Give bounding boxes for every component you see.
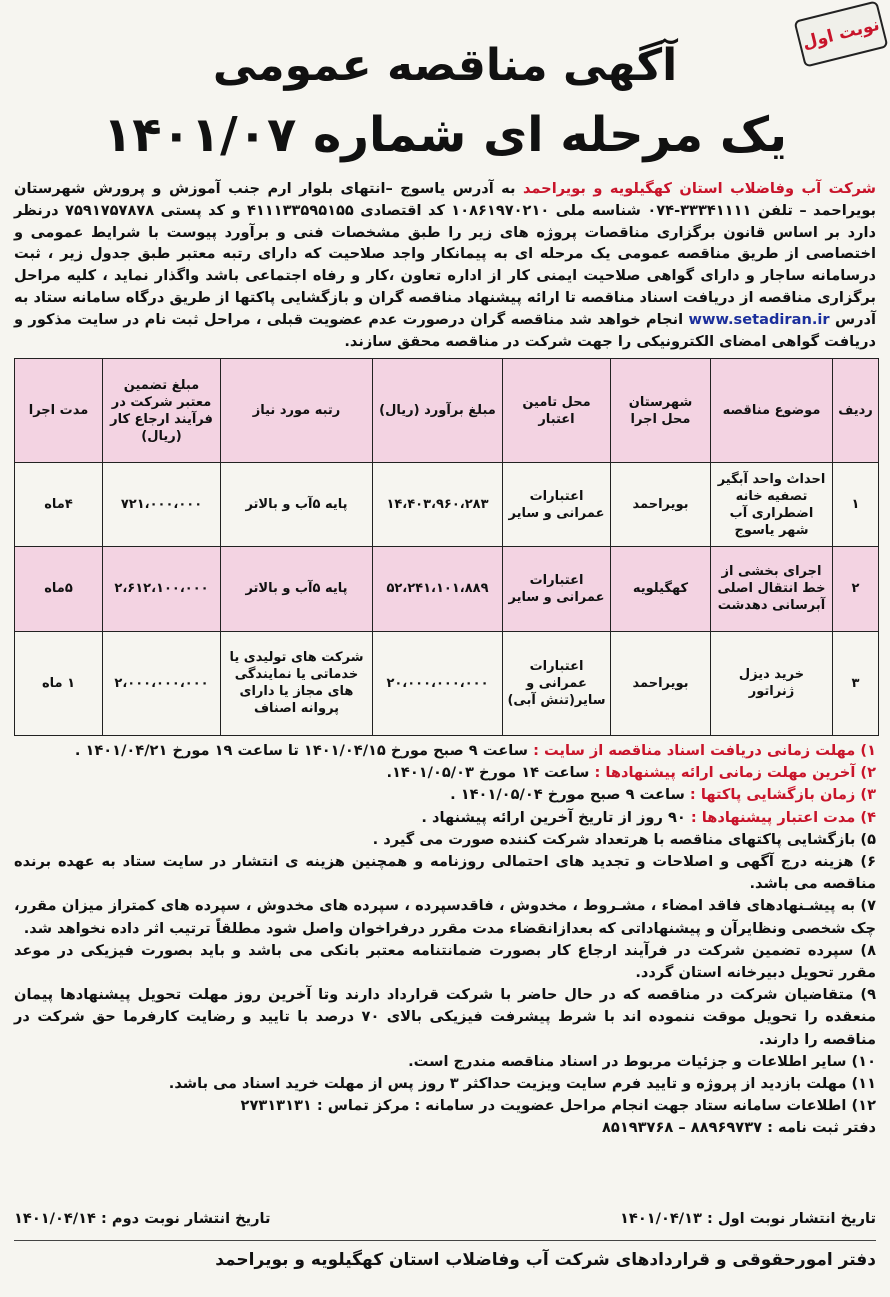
- first-publication-date: تاریخ انتشار نوبت اول : ۱۴۰۱/۰۴/۱۳: [620, 1210, 876, 1227]
- second-publication-date: تاریخ انتشار نوبت دوم : ۱۴۰۱/۰۴/۱۴: [14, 1210, 271, 1227]
- intro-text-1: به آدرس یاسوج –انتهای بلوار ارم جنب آموزش و پرورش شهرستان بویراحمد – تلفن ۳۳۳۴۱۱۱۱-۰۷۴ شناسه ملی ۱۰۸۶۱۹۷۰۲۱۰ کد اقتصادی ۴۱۱۱۳۳۵۹۵۱۵۵ و کد پستی ۷۵۹۱۷۵۷۸۷۸ درنظر دارد بر اساس قانون برگزاری مناقصات پروژه های زیر را طبق مشخصات فنی و برآورد پیوست با شرایط عمومی و اختصاصی از طریق مناقصه عمومی یک مرحله ای به پیمانکار واجد صلاحیت که دارای رتبه معتبر طبق جدول زیر ، ثبت درسامانه ساجار و دارای گواهی صلاحیت ایمنی کار از اداره تعاون ،کار و رفاه اجتماعی باشد واگذار نماید ، کلیه مراحل برگزاری مناقصه از دریافت اسناد مناقصه تا ارائه پیشنهاد مناقصه گران و بازگشایی پاکتها از طریق درگاه سامانه ستاد به آدرس: [14, 180, 876, 328]
- item-text: ۹) متقاضیان شرکت در مناقصه که در حال حاضر با شرکت قرارداد دارند وتا آخرین روز مهلت تحویل پیشنهادها پیمان منعقده را تحویل موقت ننموده اند با شرط پیشرفت فیزیکی بالای ۷۰ درصد با تایید و رضایت کارفرما حق شرکت در مناقصه را دارند.: [14, 986, 876, 1048]
- table-cell: اجرای بخشی از خط انتقال اصلی آبرسانی دهدشت: [711, 547, 833, 631]
- company-name: شرکت آب وفاضلاب استان کهگیلویه و بویراحمد: [522, 180, 876, 197]
- header-cell: موضوع مناقصه: [711, 359, 833, 463]
- badge-label: نوبت اول: [800, 14, 882, 54]
- table-cell: اعتبارات عمرانی و سایر(تنش آبی): [503, 631, 611, 735]
- list-item: [14, 851, 876, 895]
- header-cell: مبلغ برآورد (ریال): [373, 359, 503, 463]
- item-label: ۳) زمان بازگشایی پاکتها :: [689, 786, 876, 804]
- table-row: [15, 547, 879, 631]
- item-text: دفتر ثبت نامه : ۸۸۹۶۹۷۳۷ – ۸۵۱۹۳۷۶۸: [602, 1119, 876, 1137]
- table-cell: احداث واحد آبگیر تصفیه خانه اضطراری آب شهر یاسوج: [711, 463, 833, 547]
- item-label: ۱) مهلت زمانی دریافت اسناد مناقصه از سایت :: [533, 742, 876, 759]
- tender-table: [14, 358, 879, 736]
- list-item: [14, 1117, 876, 1139]
- intro-text-2: انجام خواهد شد مناقصه گران درصورت عدم عضویت قبلی ، مراحل ثبت نام در سایت مذکور و دریافت گواهی امضای الکترونیکی را جهت شرکت در مناقصه محقق سازند.: [14, 310, 876, 350]
- list-item: [14, 829, 876, 851]
- item-text: ساعت ۹ صبح مورخ ۱۴۰۱/۰۴/۱۵ تا ساعت ۱۹ مورخ ۱۴۰۱/۰۴/۲۱ .: [74, 742, 534, 759]
- table-cell: ۲: [833, 547, 879, 631]
- table-row: [15, 463, 879, 547]
- item-text: ۸) سپرده تضمین شرکت در فرآیند ارجاع کار بصورت ضمانتنامه معتبر بانکی می باشد و باید بصورت فیزیکی در موعد مقرر تحویل دبیرخانه استان گردد.: [14, 941, 876, 982]
- conditions-list: [14, 740, 876, 1140]
- header-cell: رتبه مورد نیاز: [221, 359, 373, 463]
- list-item: [14, 762, 876, 784]
- table-cell: پایه ۵آب و بالاتر: [221, 463, 373, 547]
- table-cell: ۲،۶۱۲،۱۰۰،۰۰۰: [103, 547, 221, 631]
- table-cell: ۱: [833, 463, 879, 547]
- table-cell: شرکت های تولیدی یا خدماتی یا نمایندگی های مجاز یا دارای پروانه اصناف: [221, 631, 373, 735]
- table-cell: ۲۰،۰۰۰،۰۰۰،۰۰۰: [373, 631, 503, 735]
- table-cell: پایه ۵آب و بالاتر: [221, 547, 373, 631]
- table-row: [15, 631, 879, 735]
- item-text: ۶) هزینه درج آگهی و اصلاحات و تجدید های احتمالی روزنامه و همچنین هزینه ی انتشار در سایت ستاد به عهده برنده مناقصه می باشد.: [14, 853, 876, 893]
- item-text: ۹۰ روز از تاریخ آخرین ارائه پیشنهاد .: [421, 808, 691, 826]
- list-item: [14, 1073, 876, 1095]
- notice-subtitle: یک مرحله ای شماره ۱۴۰۱/۰۷: [102, 107, 788, 163]
- table-cell: ۱۴،۴۰۳،۹۶۰،۲۸۳: [373, 463, 503, 547]
- table-header-row: [15, 359, 879, 463]
- table-cell: ۵۲،۲۴۱،۱۰۱،۸۸۹: [373, 547, 503, 631]
- item-text: ۱۱) مهلت بازدید از پروژه و تایید فرم سایت ویزیت حداکثر ۳ روز پس از مهلت خرید اسناد می باشد.: [168, 1075, 876, 1093]
- header-cell: شهرستان محل اجرا: [611, 359, 711, 463]
- list-item: [14, 1095, 876, 1117]
- list-item: [14, 895, 876, 939]
- table-cell: ۵ماه: [15, 547, 103, 631]
- setad-url-link[interactable]: www.setadiran.ir: [688, 310, 830, 328]
- list-item: [14, 784, 876, 806]
- table-cell: ۴ماه: [15, 463, 103, 547]
- table-cell: ۲،۰۰۰،۰۰۰،۰۰۰: [103, 631, 221, 735]
- table-cell: ۷۲۱،۰۰۰،۰۰۰: [103, 463, 221, 547]
- list-item: [14, 984, 876, 1051]
- table-cell: کهگیلویه: [611, 547, 711, 631]
- table-cell: خرید دیزل ژنراتور: [711, 631, 833, 735]
- notice-title: آگهی مناقصه عمومی: [212, 40, 678, 91]
- header-cell: مدت اجرا: [15, 359, 103, 463]
- list-item: [14, 940, 876, 984]
- item-text: ساعت ۹ صبح مورخ ۱۴۰۱/۰۵/۰۴ .: [450, 786, 690, 804]
- header-cell: مبلغ تضمین معتبر شرکت در فرآیند ارجاع کار (ریال): [103, 359, 221, 463]
- list-item: [14, 1051, 876, 1073]
- intro-paragraph: [14, 178, 876, 352]
- header-cell: ردیف: [833, 359, 879, 463]
- table-cell: ۱ ماه: [15, 631, 103, 735]
- table-cell: بویراحمد: [611, 463, 711, 547]
- divider: [14, 1240, 876, 1241]
- publication-dates: [14, 1208, 876, 1230]
- table-cell: اعتبارات عمرانی و سایر: [503, 547, 611, 631]
- table-cell: بویراحمد: [611, 631, 711, 735]
- header-cell: محل تامین اعتبار: [503, 359, 611, 463]
- item-text: ۵) بازگشایی پاکتهای مناقصه با هرتعداد شرکت کننده صورت می گیرد .: [372, 830, 876, 848]
- item-text: ۱۰) سایر اطلاعات و جزئیات مربوط در اسناد مناقصه مندرج است.: [408, 1052, 876, 1070]
- table-cell: اعتبارات عمرانی و سایر: [503, 463, 611, 547]
- item-label: ۲) آخرین مهلت زمانی ارائه پیشنهادها :: [594, 764, 876, 782]
- list-item: [14, 740, 876, 762]
- item-label: ۴) مدت اعتبار پیشنهادها :: [690, 808, 876, 826]
- item-text: ساعت ۱۴ مورخ ۱۴۰۱/۰۵/۰۳.: [386, 764, 595, 782]
- table-cell: ۳: [833, 631, 879, 735]
- list-item: [14, 807, 876, 829]
- issuer-footer: دفتر امورحقوقی و قراردادهای شرکت آب وفاضلاب استان کهگیلویه و بویراحمد: [215, 1250, 876, 1270]
- item-text: ۱۲) اطلاعات سامانه ستاد جهت انجام مراحل عضویت در سامانه : مرکز تماس : ۲۷۳۱۳۱۳۱: [240, 1097, 876, 1115]
- item-text: ۷) به پیشـنهادهای فاقد امضاء ، مشـروط ، مخدوش ، فاقدسپرده ، سپرده های مخدوش ، سپرده های کمتراز میزان مقرر، چک شخصی ونظایرآن و پیشنهاداتی که بعدازانقضاء مدت مقرر درفراخوان واصل شود مطلقاً ترتیب اثر داده نخواهد شد.: [14, 897, 876, 937]
